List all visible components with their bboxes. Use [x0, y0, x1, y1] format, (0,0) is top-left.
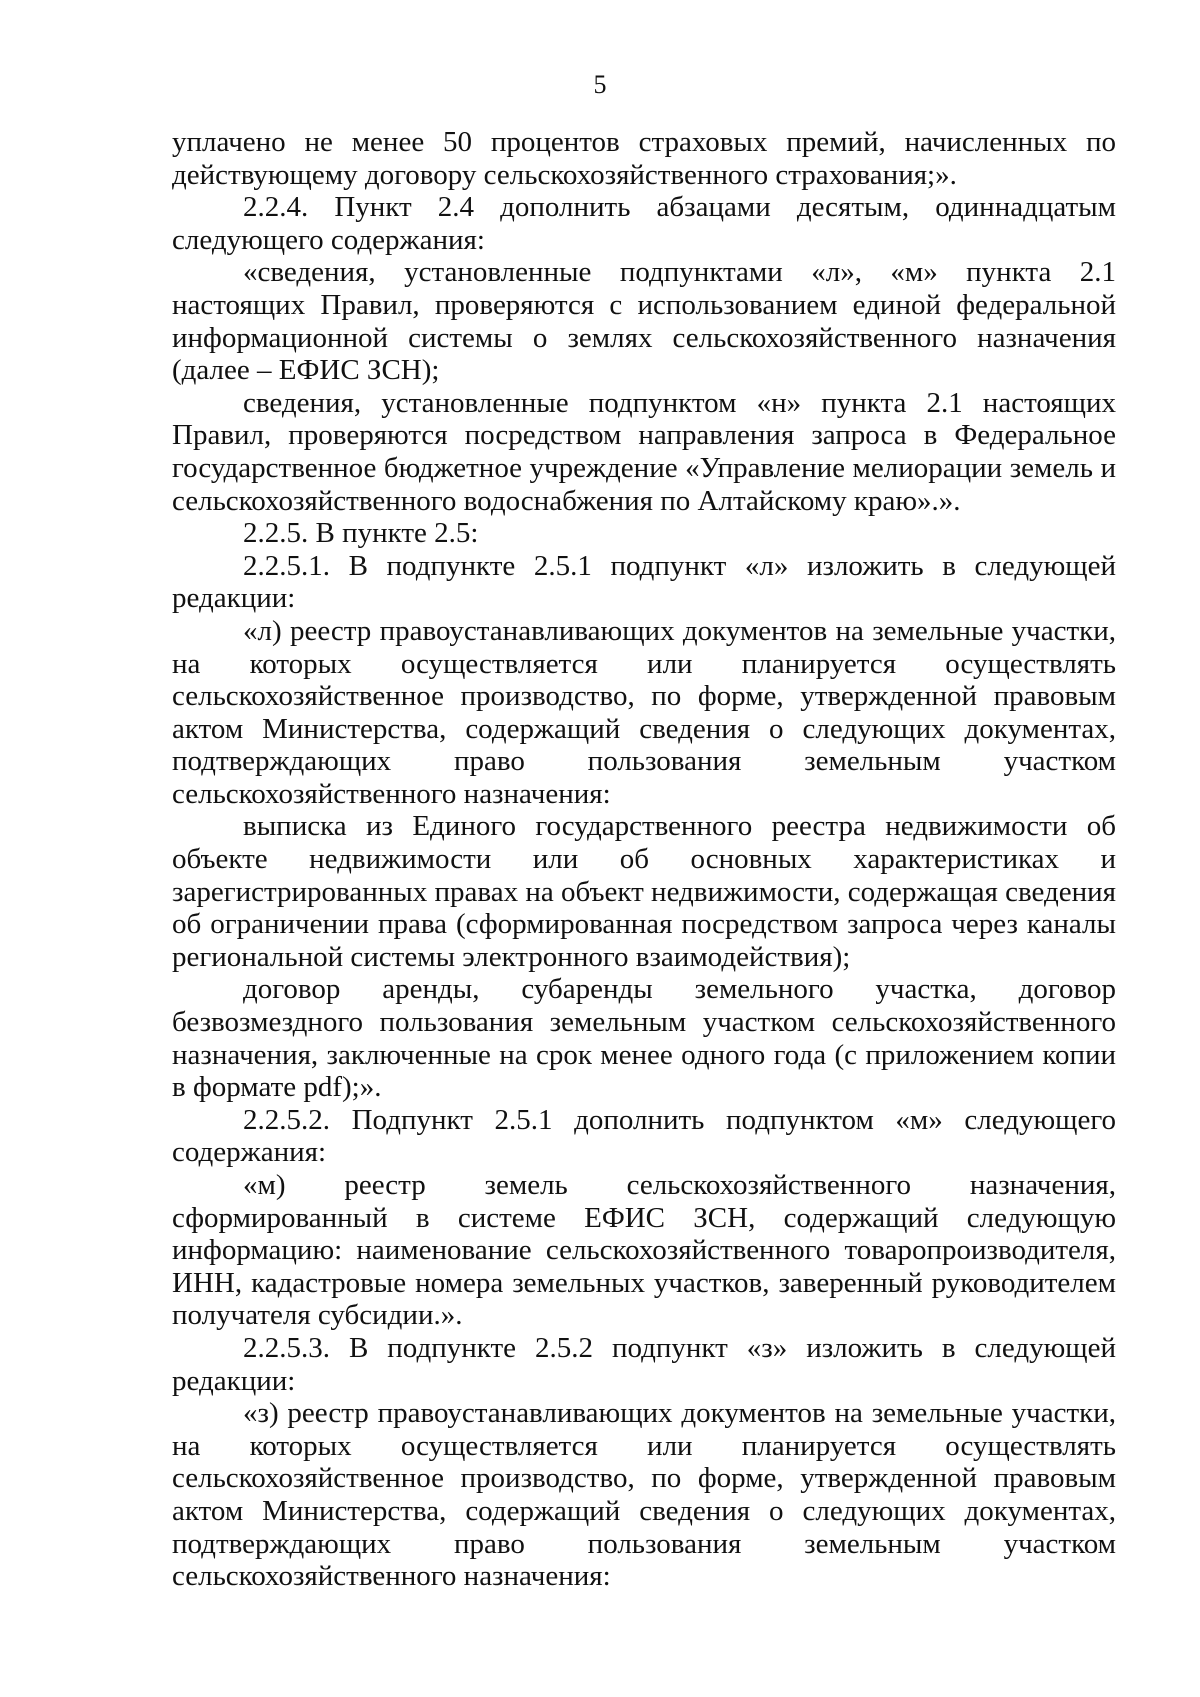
- paragraph-2-2-5: 2.2.5. В пункте 2.5:: [243, 517, 479, 550]
- paragraph-2-2-5-3: 2.2.5.3. В подпункте 2.5.2 подпункт «з» изложить в следующей редакции:: [172, 1331, 1116, 1397]
- paragraph-subitem-z: «з) реестр правоустанавливающих документов на земельные участки, на которых осуществляется или планируется осуществлять сельскохозяйственное производство, по форме, утвержденной правовым актом Министерства, содержащий сведения о следующих документах, подтверждающих право пользования земельным участком сельскохозяйственного назначения:: [172, 1397, 1116, 1593]
- paragraph-egrn-extract: выписка из Единого государственного реестра недвижимости об объекте недвижимости или об основных характеристиках и зарегистрированных правах на объект недвижимости, содержащая сведения об ограничении права (сформированная посредством запроса через каналы региональной системы электронного взаимодействия);: [172, 810, 1116, 973]
- page-number: 5: [593, 70, 607, 99]
- paragraph-subitem-m: «м) реестр земель сельскохозяйственного назначения, сформированный в системе ЕФИС ЗСН, содержащий следующую информацию: наименование сельскохозяйственного товаропроизводителя, ИНН, кадастровые номера земельных участков, заверенный руководителем получателя субсидии.».: [172, 1169, 1116, 1332]
- paragraph-2-2-4: 2.2.4. Пункт 2.4 дополнить абзацами десятым, одиннадцатым следующего содержания:: [172, 191, 1116, 256]
- paragraph-2-2-5-2: 2.2.5.2. Подпункт 2.5.1 дополнить подпунктом «м» следующего содержания:: [172, 1103, 1116, 1169]
- paragraph-continuation: уплачено не менее 50 процентов страховых премий, начисленных по действующему договору сельскохозяйственного страхования;».: [172, 126, 1116, 191]
- paragraph-quote-melioration: сведения, установленные подпунктом «н» пункта 2.1 настоящих Правил, проверяются посредством направления запроса в Федеральное государственное бюджетное учреждение «Управление мелиорации земель и сельскохозяйственного водоснабжения по Алтайскому краю».».: [172, 386, 1116, 517]
- paragraph-2-2-5-1: 2.2.5.1. В подпункте 2.5.1 подпункт «л» изложить в следующей редакции:: [172, 549, 1116, 615]
- paragraph-quote-efis: «сведения, установленные подпунктами «л», «м» пункта 2.1 настоящих Правил, проверяются с использованием единой федеральной информационной системы о землях сельскохозяйственного назначения (далее – ЕФИС ЗСН);: [172, 256, 1116, 387]
- paragraph-lease-agreement: договор аренды, субаренды земельного участка, договор безвозмездного пользования земельным участком сельскохозяйственного назначения, заключенные на срок менее одного года (с приложением копии в формате pdf);».: [172, 973, 1116, 1104]
- document-body: [172, 126, 1116, 1593]
- paragraph-subitem-l: «л) реестр правоустанавливающих документов на земельные участки, на которых осуществляется или планируется осуществлять сельскохозяйственное производство, по форме, утвержденной правовым актом Министерства, содержащий сведения о следующих документах, подтверждающих право пользования земельным участком сельскохозяйственного назначения:: [172, 614, 1116, 810]
